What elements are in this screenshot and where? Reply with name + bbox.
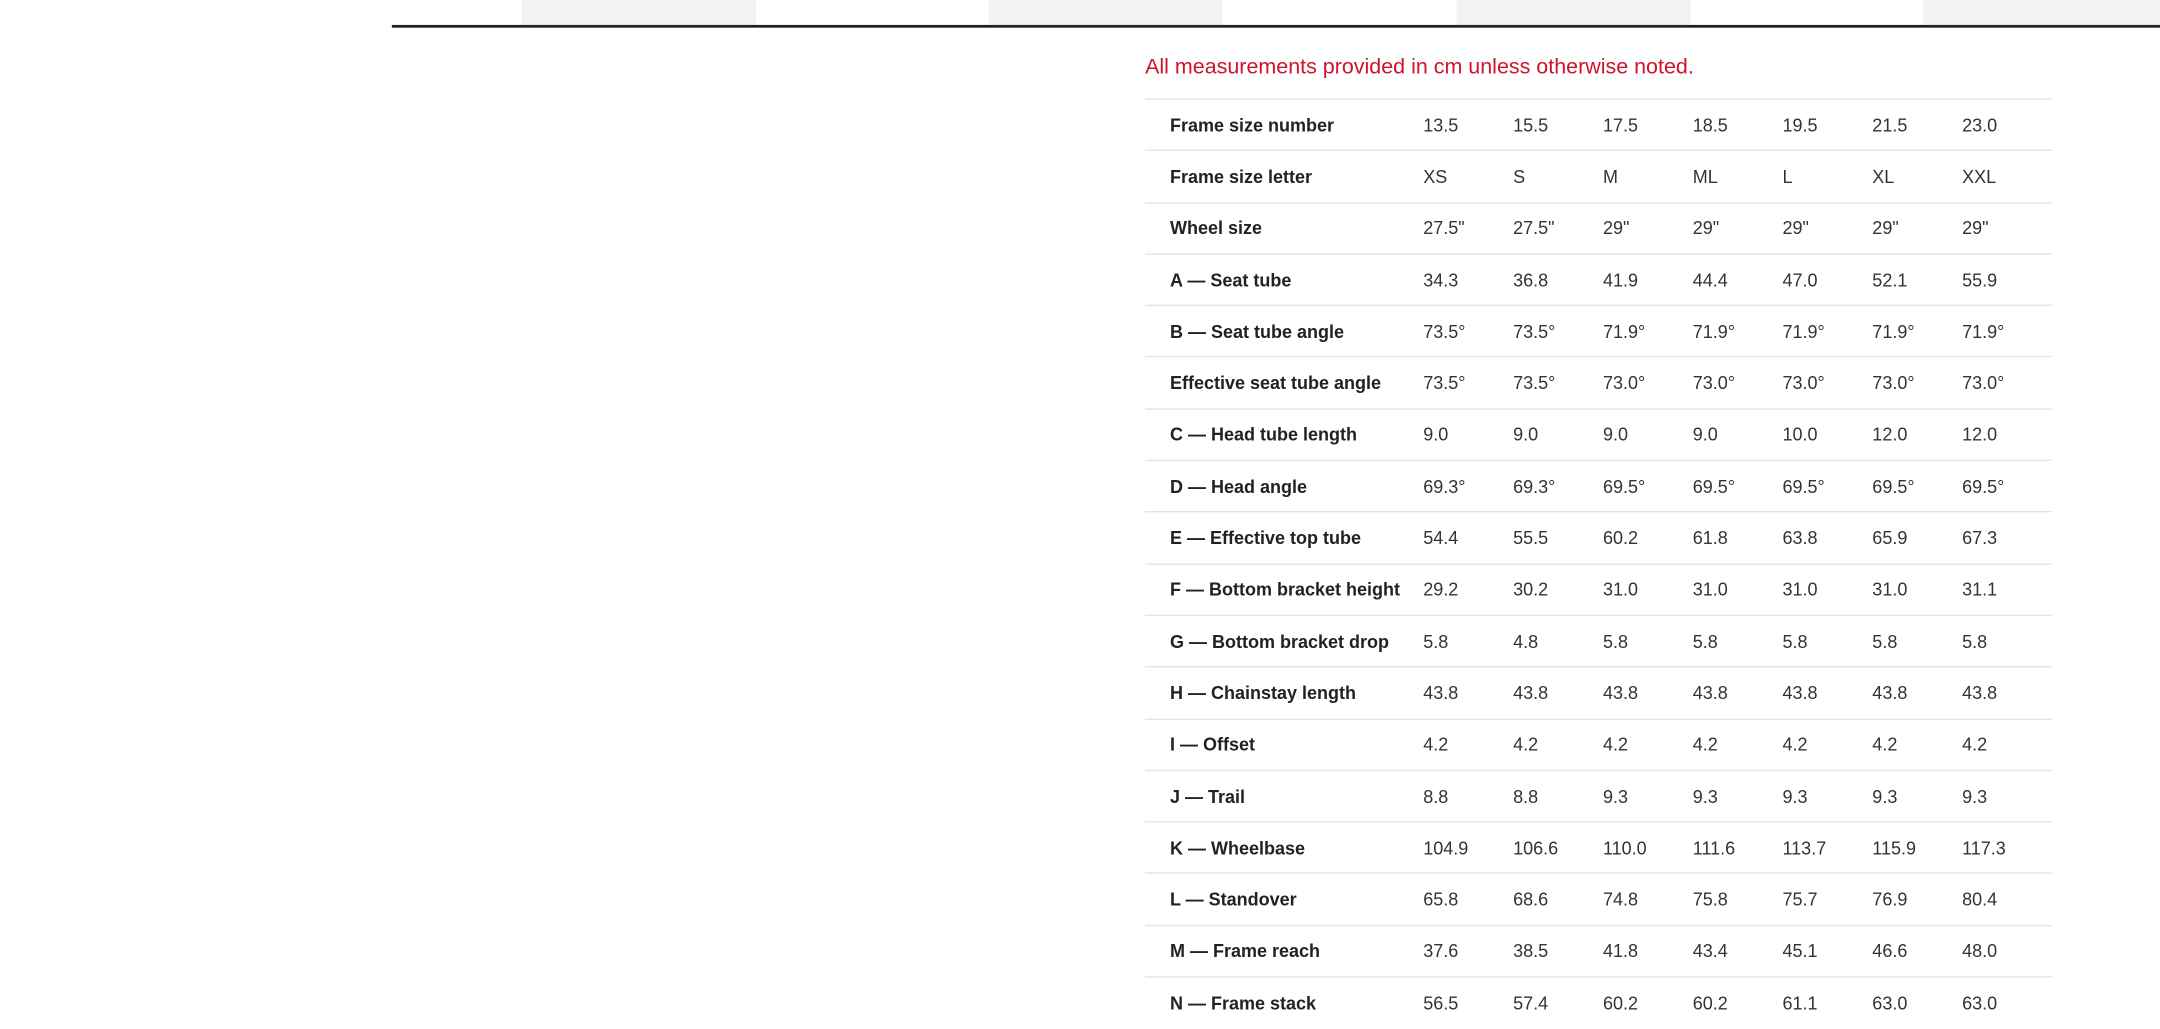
table-row xyxy=(1145,306,2052,358)
table-cell: 61.8 xyxy=(1692,527,1728,549)
table-cell: 29" xyxy=(1872,217,1899,239)
table-cell: 34.3 xyxy=(1423,269,1459,291)
table-cell: 113.7 xyxy=(1782,837,1827,859)
table-cell: 69.5° xyxy=(1602,475,1646,497)
table-cell: 4.2 xyxy=(1513,734,1539,755)
size-tab-strip xyxy=(392,0,2160,25)
table-cell: 43.8 xyxy=(1782,682,1818,704)
table-row xyxy=(1145,977,2052,1029)
table-cell: 29" xyxy=(1602,217,1630,239)
table-cell: 75.8 xyxy=(1692,889,1728,910)
table-cell: 38.5 xyxy=(1513,940,1549,962)
table-row xyxy=(1145,254,2052,306)
row-label: M — Frame reach xyxy=(1169,940,1321,962)
table-cell: 29" xyxy=(1782,217,1809,239)
size-tab[interactable] xyxy=(1923,0,2160,25)
table-row xyxy=(1145,874,2052,926)
table-row xyxy=(1145,409,2052,461)
table-cell: 56.5 xyxy=(1423,992,1459,1014)
table-cell: 75.7 xyxy=(1782,889,1818,910)
table-cell: 17.5 xyxy=(1602,114,1639,136)
row-label: Frame size number xyxy=(1169,114,1335,136)
table-cell: 31.0 xyxy=(1602,579,1639,600)
table-cell: 44.4 xyxy=(1692,269,1728,291)
table-row xyxy=(1145,925,2052,977)
table-cell: 4.2 xyxy=(1692,734,1718,755)
table-cell: 65.8 xyxy=(1423,889,1459,910)
table-cell: 54.4 xyxy=(1423,527,1459,549)
table-cell: 43.8 xyxy=(1692,682,1728,704)
table-row xyxy=(1145,615,2052,667)
table-cell: 61.1 xyxy=(1782,992,1818,1014)
table-cell: 69.5° xyxy=(1962,475,2005,497)
table-cell: 4.8 xyxy=(1513,630,1539,652)
table-cell: 45.1 xyxy=(1782,940,1818,962)
table-cell: 21.5 xyxy=(1872,114,1908,136)
table-cell: 4.2 xyxy=(1782,734,1808,755)
table-cell: 69.5° xyxy=(1782,475,1825,497)
row-label: A — Seat tube xyxy=(1169,269,1292,291)
table-cell: XL xyxy=(1872,166,1895,187)
table-cell: 71.9° xyxy=(1872,320,1915,342)
table-cell: 73.5° xyxy=(1423,320,1466,342)
table-cell: 60.2 xyxy=(1602,992,1639,1014)
table-cell: 73.5° xyxy=(1513,320,1556,342)
table-cell: 4.2 xyxy=(1962,734,1988,755)
table-cell: 37.6 xyxy=(1423,940,1459,962)
table-cell: 9.3 xyxy=(1602,785,1629,807)
size-tab[interactable] xyxy=(1691,0,1924,25)
table-cell: 76.9 xyxy=(1872,889,1908,910)
table-cell: 27.5" xyxy=(1423,217,1465,239)
table-cell: 43.8 xyxy=(1513,682,1549,704)
table-cell: 8.8 xyxy=(1513,785,1539,807)
geometry-table xyxy=(1145,98,2052,1028)
table-cell: 43.4 xyxy=(1692,940,1728,962)
measurement-note: All measurements provided in cm unless otherwise noted. xyxy=(1145,55,1694,79)
table-cell: 43.8 xyxy=(1872,682,1908,704)
table-cell: 9.3 xyxy=(1782,785,1808,807)
table-row xyxy=(1145,460,2052,512)
table-cell: 9.0 xyxy=(1692,424,1718,446)
table-cell: 31.0 xyxy=(1872,579,1908,600)
table-cell: 29" xyxy=(1692,217,1720,239)
table-cell: 31.0 xyxy=(1782,579,1818,600)
table-cell: 4.2 xyxy=(1872,734,1898,755)
table-cell: 43.8 xyxy=(1962,682,1998,704)
table-cell: XXL xyxy=(1962,166,1997,187)
table-cell: 55.5 xyxy=(1513,527,1549,549)
table-cell: 73.0° xyxy=(1782,372,1825,394)
table-cell: 5.8 xyxy=(1692,630,1718,652)
table-cell: 71.9° xyxy=(1692,320,1736,342)
size-tab[interactable] xyxy=(756,0,989,25)
table-cell: ML xyxy=(1692,166,1718,187)
table-cell: 13.5 xyxy=(1423,114,1459,136)
table-cell: 9.0 xyxy=(1513,424,1539,446)
table-row xyxy=(1145,151,2052,203)
table-row xyxy=(1145,99,2052,151)
table-cell: 12.0 xyxy=(1872,424,1908,446)
row-label: I — Offset xyxy=(1169,734,1256,755)
table-cell: 23.0 xyxy=(1962,114,1998,136)
table-cell: 80.4 xyxy=(1962,889,1998,910)
table-cell: 4.2 xyxy=(1423,734,1449,755)
table-cell: 73.0° xyxy=(1602,372,1646,394)
table-cell: 63.0 xyxy=(1962,992,1998,1014)
row-label: C — Head tube length xyxy=(1169,424,1357,446)
table-cell: 31.0 xyxy=(1692,579,1728,600)
row-label: B — Seat tube angle xyxy=(1169,320,1345,342)
table-cell: 71.9° xyxy=(1602,320,1646,342)
table-cell: 74.8 xyxy=(1602,889,1639,910)
table-cell: 106.6 xyxy=(1513,837,1559,859)
table-cell: 52.1 xyxy=(1872,269,1908,291)
table-row xyxy=(1145,564,2052,616)
table-cell: 73.5° xyxy=(1513,372,1556,394)
row-label: H — Chainstay length xyxy=(1169,682,1357,704)
table-cell: 73.0° xyxy=(1692,372,1736,394)
table-cell: 67.3 xyxy=(1962,527,1998,549)
table-cell: 41.9 xyxy=(1602,269,1639,291)
table-row xyxy=(1145,667,2052,719)
size-tab[interactable] xyxy=(522,0,756,25)
table-cell: 115.9 xyxy=(1872,837,1917,859)
size-tab[interactable] xyxy=(989,0,1223,25)
row-label: K — Wheelbase xyxy=(1169,837,1306,859)
table-cell: 9.3 xyxy=(1692,785,1718,807)
table-cell: 30.2 xyxy=(1513,579,1549,600)
table-cell: 29.2 xyxy=(1423,579,1459,600)
table-row xyxy=(1145,202,2052,254)
row-label: J — Trail xyxy=(1169,785,1246,807)
table-cell: XS xyxy=(1423,166,1448,187)
table-cell: 5.8 xyxy=(1782,630,1808,652)
table-cell: 4.2 xyxy=(1602,734,1629,755)
table-cell: 60.2 xyxy=(1692,992,1728,1014)
table-cell: 57.4 xyxy=(1513,992,1549,1014)
table-cell: 10.0 xyxy=(1782,424,1818,446)
table-row xyxy=(1145,770,2052,822)
table-cell: L xyxy=(1782,166,1793,187)
table-cell: 5.8 xyxy=(1872,630,1898,652)
row-label: L — Standover xyxy=(1169,889,1297,910)
row-label: Wheel size xyxy=(1169,217,1263,239)
size-tab[interactable] xyxy=(1223,0,1457,25)
table-cell: 73.0° xyxy=(1962,372,2005,394)
table-cell: 43.8 xyxy=(1423,682,1459,704)
table-cell: 5.8 xyxy=(1962,630,1988,652)
table-cell: 55.9 xyxy=(1962,269,1998,291)
table-cell: 9.0 xyxy=(1423,424,1449,446)
table-cell: 111.6 xyxy=(1692,837,1736,859)
table-cell: 73.0° xyxy=(1872,372,1915,394)
table-cell: 63.8 xyxy=(1782,527,1818,549)
row-label: Effective seat tube angle xyxy=(1169,372,1382,394)
table-row xyxy=(1145,512,2052,564)
table-cell: 104.9 xyxy=(1423,837,1469,859)
table-cell: 31.1 xyxy=(1962,579,1998,600)
table-cell: 12.0 xyxy=(1962,424,1998,446)
table-cell: 110.0 xyxy=(1602,837,1647,859)
tab-strip-rule xyxy=(392,25,2160,28)
table-cell: 73.5° xyxy=(1423,372,1466,394)
size-tab[interactable] xyxy=(1457,0,1691,25)
table-cell: 69.3° xyxy=(1423,475,1466,497)
table-cell: M xyxy=(1602,166,1618,187)
row-label: G — Bottom bracket drop xyxy=(1169,630,1390,652)
table-cell: 18.5 xyxy=(1692,114,1728,136)
table-cell: 15.5 xyxy=(1513,114,1549,136)
table-cell: 117.3 xyxy=(1962,837,2006,859)
table-cell: 47.0 xyxy=(1782,269,1818,291)
table-cell: S xyxy=(1513,166,1526,187)
table-cell: 65.9 xyxy=(1872,527,1908,549)
table-cell: 69.5° xyxy=(1692,475,1736,497)
table-cell: 19.5 xyxy=(1782,114,1818,136)
table-cell: 46.6 xyxy=(1872,940,1908,962)
table-cell: 5.8 xyxy=(1423,630,1449,652)
table-cell: 68.6 xyxy=(1513,889,1549,910)
table-cell: 60.2 xyxy=(1602,527,1639,549)
table-cell: 36.8 xyxy=(1513,269,1549,291)
row-label: Frame size letter xyxy=(1169,166,1313,187)
row-label: F — Bottom bracket height xyxy=(1169,579,1401,600)
table-cell: 8.8 xyxy=(1423,785,1449,807)
row-label: D — Head angle xyxy=(1169,475,1308,497)
row-label: N — Frame stack xyxy=(1169,992,1317,1014)
table-cell: 69.5° xyxy=(1872,475,1915,497)
row-label: E — Effective top tube xyxy=(1169,527,1362,549)
table-cell: 9.0 xyxy=(1602,424,1629,446)
table-cell: 5.8 xyxy=(1602,630,1629,652)
table-cell: 43.8 xyxy=(1602,682,1639,704)
table-cell: 63.0 xyxy=(1872,992,1908,1014)
table-cell: 71.9° xyxy=(1782,320,1825,342)
table-row xyxy=(1145,719,2052,771)
table-cell: 29" xyxy=(1962,217,1989,239)
table-cell: 41.8 xyxy=(1602,940,1639,962)
table-cell: 9.3 xyxy=(1872,785,1898,807)
table-row xyxy=(1145,822,2052,874)
table-cell: 9.3 xyxy=(1962,785,1988,807)
table-row xyxy=(1145,357,2052,409)
table-cell: 69.3° xyxy=(1513,475,1556,497)
table-cell: 71.9° xyxy=(1962,320,2005,342)
size-tab[interactable] xyxy=(392,0,522,25)
table-cell: 27.5" xyxy=(1513,217,1555,239)
table-cell: 48.0 xyxy=(1962,940,1998,962)
